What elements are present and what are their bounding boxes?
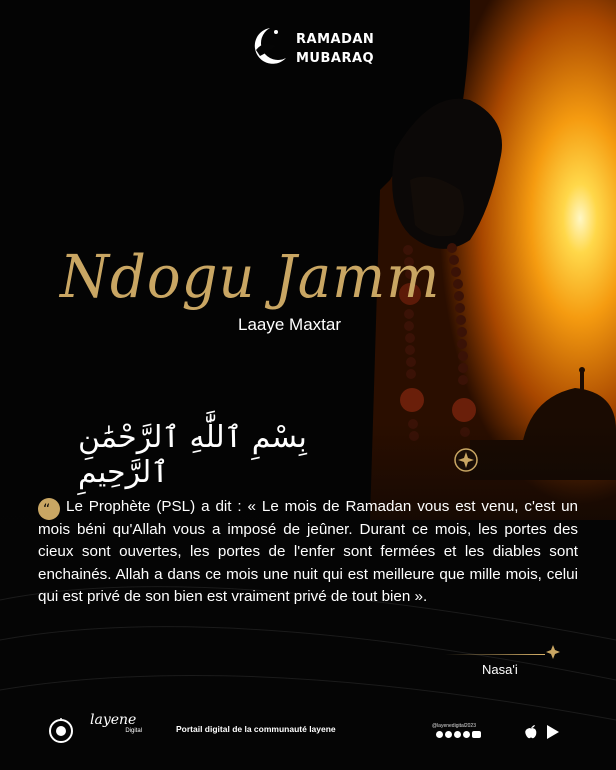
brand-text: [296, 30, 374, 68]
social-handle: @layenedigital2023: [432, 723, 476, 729]
youtube-icon[interactable]: [472, 731, 481, 738]
tiktok-icon[interactable]: [454, 731, 461, 738]
brand-line2: MUBARAQ: [296, 51, 375, 66]
star-ornament-icon: [455, 449, 477, 471]
layene-emblem-icon: [48, 718, 74, 744]
layene-digital-logo: [90, 712, 150, 750]
bismillah-text: بِسْمِ ٱللَّٰهِ ٱلرَّحْمَٰنِ ٱلرَّحِيمِ: [78, 420, 307, 490]
instagram-icon[interactable]: [445, 731, 452, 738]
brand-line1: RAMADAN: [296, 32, 375, 47]
script-title: Ndogu Jamm: [60, 243, 441, 312]
ramadan-brand: [246, 22, 386, 78]
ramadan-crescent-icon: [246, 22, 294, 74]
svg-text:“: “: [43, 502, 51, 518]
logo-text: layene: [90, 712, 137, 728]
social-icons[interactable]: [436, 731, 481, 738]
source-divider: [445, 654, 545, 655]
play-store-icon[interactable]: [546, 724, 560, 740]
footer-tagline: Portail digital de la communauté layene: [176, 724, 336, 734]
hadith-quote: Le Prophète (PSL) a dit : « Le mois de Ramadan vous est venu, c'est un mois béni qu'Allah vous a imposé de jeûner. Durant ce mois, les portes des cieux sont ouvertes, les portes de l'enfer sont fermées et les diables sont enchainés. Allah a dans ce mois une nuit qui est meilleure que mille mois, celui qui est privé de son bien est vraiment privé de tout bien ».: [38, 498, 578, 605]
facebook-icon[interactable]: [436, 731, 443, 738]
subtitle: Laaye Maxtar: [238, 315, 341, 334]
logo-sub: Digital: [125, 728, 142, 734]
hadith-source: Nasa'i: [482, 662, 518, 677]
apple-icon[interactable]: [524, 724, 538, 740]
twitter-icon[interactable]: [463, 731, 470, 738]
